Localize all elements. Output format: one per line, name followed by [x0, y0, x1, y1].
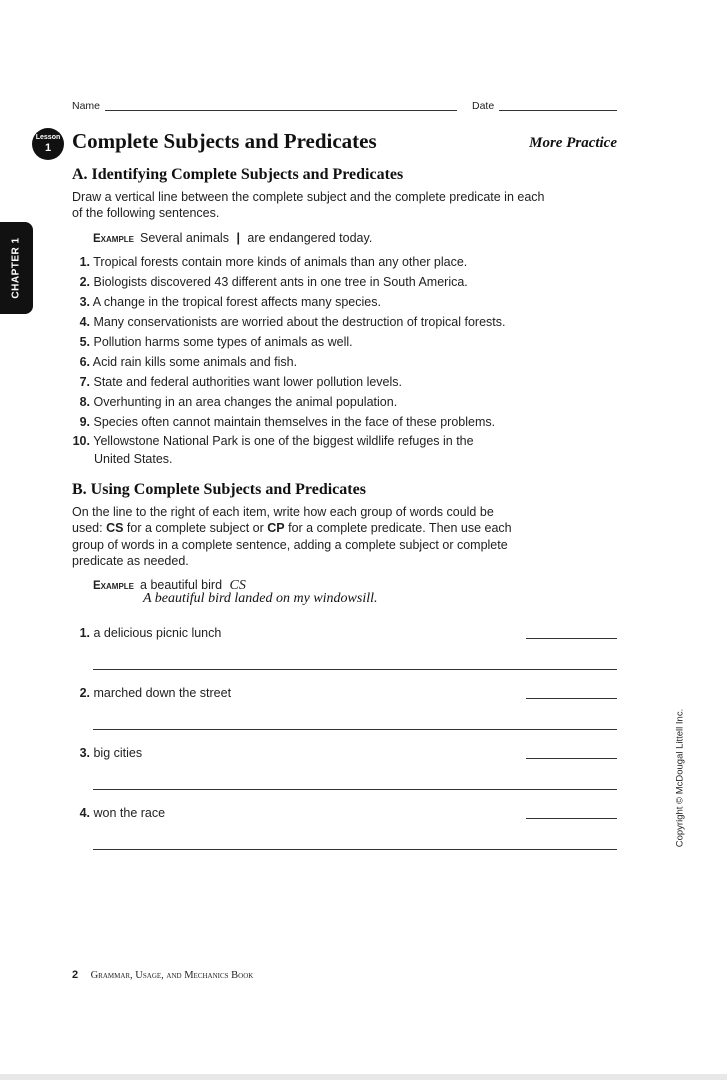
list-item[interactable]: 6. Acid rain kills some animals and fish. — [79, 355, 298, 369]
page-number: 2 — [72, 969, 79, 981]
cs-code: CS — [106, 521, 124, 536]
page-footer — [72, 965, 253, 983]
page-bottom-edge — [0, 1074, 727, 1080]
list-item[interactable]: 7. State and federal authorities want lower pollution levels. — [79, 375, 402, 389]
example-label: Example — [93, 580, 135, 592]
answer-sentence-line[interactable] — [93, 669, 617, 670]
page-title: Complete Subjects and Predicates — [72, 129, 377, 153]
answer-sentence-line[interactable] — [93, 789, 617, 790]
list-item[interactable]: 8. Overhunting in an area changes the animal population. — [79, 395, 398, 409]
chapter-tab — [0, 222, 33, 314]
answer-sentence-line[interactable] — [93, 849, 617, 850]
list-item[interactable]: 2. Biologists discovered 43 different ants in one tree in South America. — [79, 275, 468, 289]
lesson-badge-number: 1 — [44, 142, 52, 154]
name-label: Name — [72, 100, 101, 112]
answer-code-line[interactable] — [526, 758, 617, 759]
list-item: 4. won the race — [79, 806, 166, 820]
example-answer-handwritten: CS — [229, 578, 246, 593]
lesson-badge-label: Lesson — [35, 134, 61, 141]
section-b-heading: B. Using Complete Subjects and Predicates — [72, 481, 366, 498]
cp-code: CP — [267, 521, 285, 536]
chapter-tab-label: CHAPTER 1 — [10, 237, 22, 299]
example-label: Example — [93, 233, 135, 245]
example-sentence-handwritten: A beautiful bird landed on my windowsill. — [143, 591, 378, 606]
list-item[interactable]: 5. Pollution harms some types of animals as well. — [79, 335, 353, 349]
name-field-line[interactable] — [105, 110, 457, 111]
date-field-line[interactable] — [499, 110, 617, 111]
answer-sentence-line[interactable] — [93, 729, 617, 730]
answer-code-line[interactable] — [526, 638, 617, 639]
list-item: 1. a delicious picnic lunch — [79, 626, 222, 640]
example-divider: | — [236, 231, 240, 245]
lesson-badge — [32, 128, 64, 160]
section-b-instructions: On the line to the right of each item, write how each group of words could be used: CS for a complete subject or CP for a complete predicate. Then use each group of words in a complete sentence, adding a complete subject or complete predicate as needed. — [72, 505, 512, 568]
list-item[interactable]: 10. Yellowstone National Park is one of the biggest wildlife refuges in the United States. — [72, 434, 474, 466]
more-practice-label: More Practice — [529, 135, 617, 151]
example-subject: Several animals — [140, 231, 229, 245]
section-a-heading: A. Identifying Complete Subjects and Predicates — [72, 166, 404, 183]
answer-code-line[interactable] — [526, 698, 617, 699]
list-item: 3. big cities — [79, 746, 143, 760]
example-phrase: a beautiful bird — [140, 578, 223, 592]
section-a-instructions: Draw a vertical line between the complete subject and the complete predicate in each of the following sentences. — [72, 190, 545, 220]
copyright-notice: Copyright © McDougal Littell Inc. — [674, 708, 686, 848]
section-a-list — [72, 252, 552, 468]
section-a-example — [93, 229, 372, 248]
date-label: Date — [472, 100, 495, 112]
list-item[interactable]: 1. Tropical forests contain more kinds of animals than any other place. — [79, 255, 468, 269]
example-predicate: are endangered today. — [247, 231, 373, 245]
list-item[interactable]: 4. Many conservationists are worried about the destruction of tropical forests. — [79, 315, 506, 329]
list-item: 2. marched down the street — [79, 686, 232, 700]
list-item[interactable]: 3. A change in the tropical forest affects many species. — [79, 295, 381, 309]
book-title: Grammar, Usage, and Mechanics Book — [90, 970, 254, 981]
list-item[interactable]: 9. Species often cannot maintain themselves in the face of these problems. — [79, 415, 496, 429]
answer-code-line[interactable] — [526, 818, 617, 819]
